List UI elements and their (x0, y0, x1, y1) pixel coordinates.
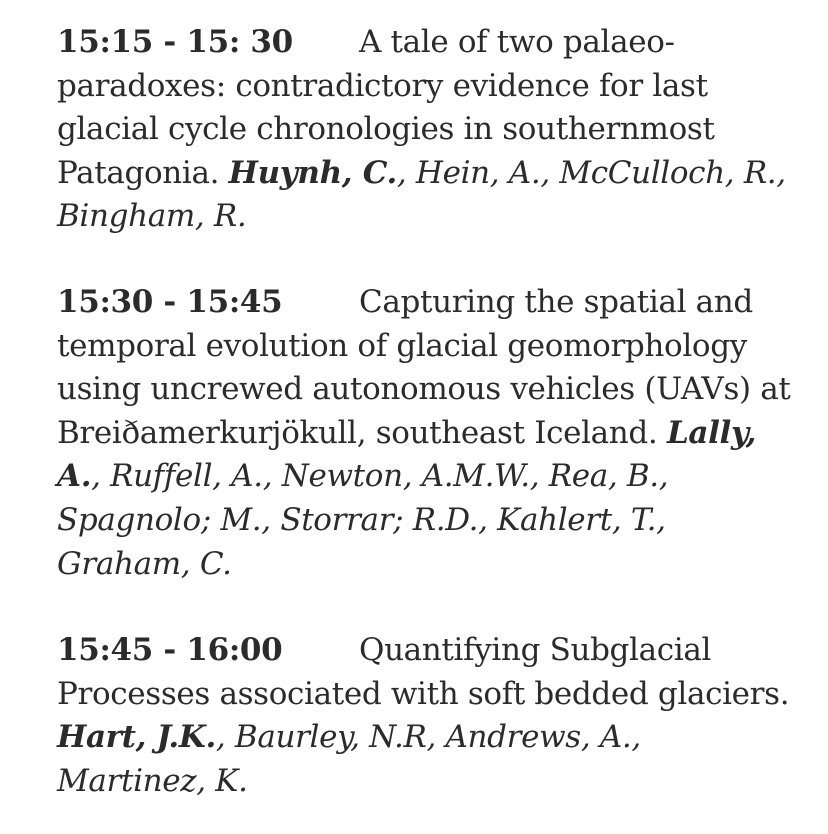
presenting-author: Huynh, C. (228, 154, 397, 191)
talk-title: Quantifying Subglacial Processes associated with soft bedded glaciers. (57, 632, 790, 712)
presenting-author: Lally, A. (57, 414, 757, 495)
time-slot: 15:30 - 15:45 (57, 284, 283, 320)
time-slot: 15:15 - 15: 30 (57, 24, 293, 60)
co-authors: , Hein, A., McCulloch, R., Bingham, R. (57, 154, 786, 235)
co-authors: , Ruffell, A., Newton, A.M.W., Rea, B., Spagnolo; M., Storrar; R.D., Kahlert, T., Graham, C. (57, 458, 669, 582)
programme-entry (57, 629, 797, 803)
talk-title: A tale of two palaeo-paradoxes: contradictory evidence for last glacial cycle chronologies in southernmost Patagonia. (57, 24, 715, 191)
time-slot: 15:45 - 16:00 (57, 632, 283, 668)
programme-entry (57, 281, 797, 586)
talk-title: Capturing the spatial and temporal evolution of glacial geomorphology using uncrewed autonomous vehicles (UAVs) at Breiðamerkurjökull, southeast Iceland. (57, 284, 791, 451)
programme-entry (57, 21, 797, 239)
co-authors: , Baurley, N.R, Andrews, A., Martinez, K. (57, 719, 641, 799)
presenting-author: Hart, J.K. (57, 719, 216, 756)
